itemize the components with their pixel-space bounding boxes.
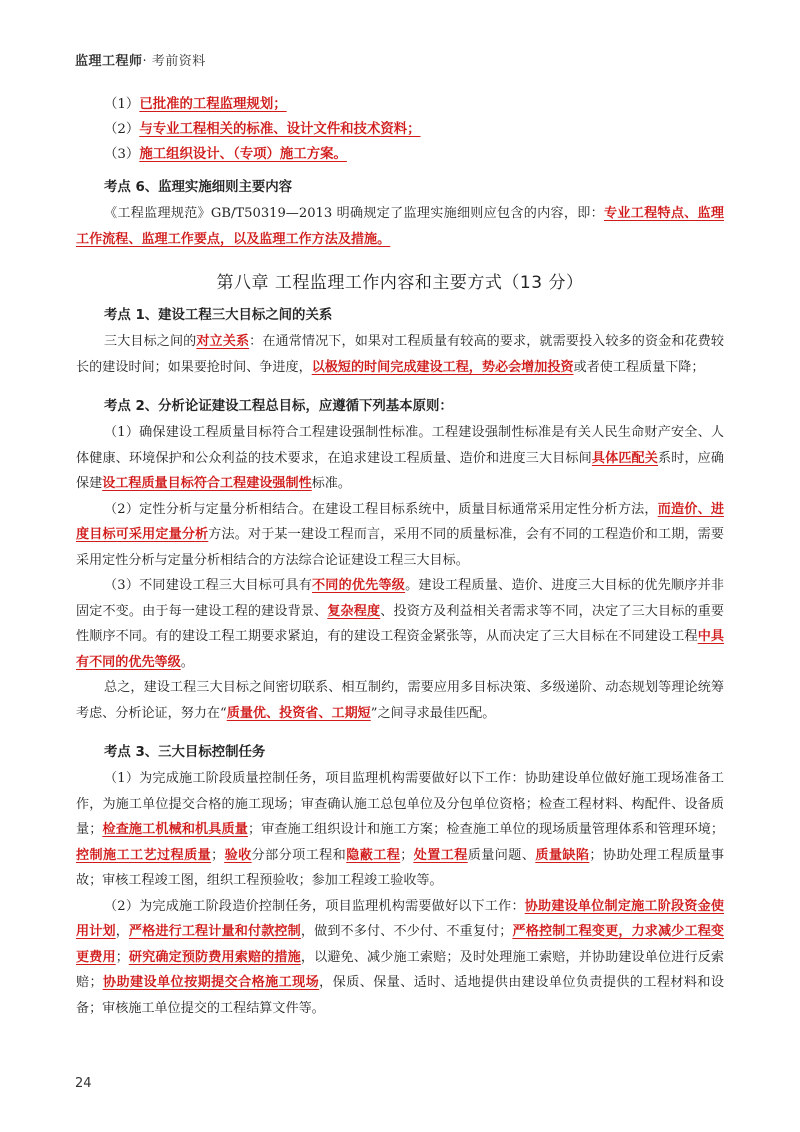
text: ，做到不多付、不少付、不重复付； bbox=[300, 924, 513, 939]
text: 总之，建设工程三大目标之间密切联系、相互制约，需要应用多目标决策、多级递阶、动态规划等理论统筹考虑、分析论证，努力在“ bbox=[76, 680, 724, 721]
text: 《工程监理规范》GB/T50319—2013 明确规定了监理实施细则应包含的内容，即： bbox=[104, 206, 604, 221]
paragraph bbox=[76, 573, 724, 675]
paragraph bbox=[76, 766, 724, 894]
highlighted-text: 检查施工机械和机具质量 bbox=[102, 822, 248, 837]
highlighted-text: 协助建设单位制定施工阶段资金使用计划 bbox=[76, 898, 724, 939]
highlighted-text: 质量缺陷 bbox=[535, 847, 590, 863]
highlighted-text: 具体匹配关 bbox=[591, 450, 658, 466]
highlighted-text: 已批准的工程监理规划； bbox=[139, 96, 287, 112]
highlighted-text: 以极短的时间完成建设工程，势必会增加投资 bbox=[311, 359, 574, 375]
highlighted-text: 与专业工程相关的标准、设计文件和技术资料； bbox=[139, 121, 421, 137]
text: 三大目标之间的 bbox=[104, 334, 197, 349]
paragraph bbox=[76, 420, 724, 497]
paragraph bbox=[76, 675, 724, 726]
text: 标准。 bbox=[311, 476, 351, 491]
text: 系时，应确保建 bbox=[76, 450, 725, 491]
list-item bbox=[104, 117, 724, 142]
text: 质量问题、 bbox=[467, 847, 536, 863]
page-header bbox=[75, 50, 206, 69]
highlighted-text: 施工组织设计、（专项）施工方案。 bbox=[139, 146, 347, 162]
highlighted-text: 严格控制工程变更，力求减少工程变更费用 bbox=[76, 924, 725, 965]
text: ；协助处理工程质量事故；审核工程竣工图，组织工程预验收；参加工程竣工验收等。 bbox=[76, 847, 725, 888]
highlighted-text: 专业工程特点、监理工作流程、监理工作要点，以及监理工作方法及措施。 bbox=[76, 206, 725, 247]
highlighted-text: 质量优、投资省、工期短 bbox=[226, 705, 371, 721]
page-content bbox=[76, 92, 724, 1021]
highlighted-text: 隐蔽工程 bbox=[346, 847, 401, 863]
highlighted-text: 中具有不同的优先等级 bbox=[76, 629, 725, 670]
highlighted-text: 协助建设单位按期提交合格施工现场 bbox=[102, 975, 320, 990]
paragraph bbox=[76, 894, 724, 1022]
highlighted-text: 研究确定预防费用索赔的措施 bbox=[128, 949, 301, 965]
header-subtitle: · 考前资料 bbox=[142, 54, 206, 69]
text: ：在通常情况下，如果对工程质量有较高的要求，就需要投入较多的资金和花费较长的建设时间；如果要抢时间、争进度， bbox=[76, 334, 725, 375]
highlighted-text: 而造价、进度目标可采用定量分析 bbox=[76, 501, 724, 542]
page-number: 24 bbox=[75, 1076, 92, 1091]
section-heading-kp6: 考点 6、监理实施细则主要内容 bbox=[104, 180, 293, 195]
highlighted-text: 复杂程度 bbox=[327, 603, 381, 619]
highlighted-text: 不同的优先等级 bbox=[312, 578, 406, 593]
highlighted-text: 设工程质量目标符合工程建设强制性 bbox=[102, 476, 312, 491]
text: ”之间寻求最佳匹配。 bbox=[370, 705, 496, 721]
text: ； bbox=[400, 847, 414, 863]
highlighted-text: 验收 bbox=[224, 847, 252, 863]
text: （2）为完成施工阶段造价控制任务，项目监理机构需要做好以下工作： bbox=[104, 898, 525, 914]
header-title: 监理工程师 bbox=[75, 54, 143, 69]
highlighted-text: 严格进行工程计量和付款控制 bbox=[128, 924, 301, 939]
text: ；审查施工组织设计和施工方案；检查施工单位的现场质量管理体系和管理环境； bbox=[247, 822, 725, 837]
list-number: （3） bbox=[104, 147, 140, 162]
list-item bbox=[104, 92, 724, 117]
list-item bbox=[104, 142, 724, 167]
highlighted-text: 处置工程 bbox=[413, 847, 468, 863]
text: ，以避免、减少施工索赔；及时处理施工索赔，并协助建设单位进行反索赔； bbox=[76, 949, 725, 990]
section-heading-kp2: 考点 2、分析论证建设工程总目标，应遵循下列基本原则： bbox=[104, 399, 453, 414]
text: （1）确保建设工程质量目标符合工程建设强制性标准。工程建设强制性标准是有关人民生命财产安全、人体健康、环境保护和公众利益的技术要求，在追求建设工程质量、造价和进度三大目标间 bbox=[76, 425, 724, 466]
list-number: （1） bbox=[104, 97, 140, 112]
text: 分部分项工程和 bbox=[251, 847, 347, 863]
section-heading-kp1: 考点 1、建设工程三大目标之间的关系 bbox=[104, 308, 333, 323]
text: （2）定性分析与定量分析相结合。在建设工程目标系统中，质量目标通常采用定性分析方法， bbox=[104, 501, 658, 517]
text: （3）不同建设工程三大目标可具有 bbox=[104, 578, 312, 593]
text: 方法。对于某一建设工程而言，采用不同的质量标准，会有不同的工程造价和工期，需要采用定性分析与定量分析相结合的方法综合论证建设工程三大目标。 bbox=[76, 527, 725, 568]
list-number: （2） bbox=[104, 122, 140, 137]
text: ， bbox=[115, 924, 129, 939]
text: ，保质、保量、适时、适地提供由建设单位负责提供的工程材料和设备；审核施工单位提交的工程结算文件等。 bbox=[76, 975, 725, 1016]
text: 或者使工程质量下降； bbox=[573, 359, 705, 375]
text: 。建设工程质量、造价、进度三大目标的优先顺序并非固定不变。由于每一建设工程的建设背景、 bbox=[76, 578, 724, 619]
text: 。 bbox=[180, 654, 194, 670]
text: （1）为完成施工阶段质量控制任务，项目监理机构需要做好以下工作：协助建设单位做好施工现场准备工作，为施工单位提交合格的施工现场；审查确认施工总包单位及分包单位资格；检查工程材料、构配件、设备质量； bbox=[76, 771, 724, 837]
paragraph bbox=[76, 329, 724, 380]
text: ； bbox=[211, 847, 225, 863]
text: ； bbox=[115, 949, 129, 965]
highlighted-text: 对立关系 bbox=[196, 334, 250, 349]
highlighted-text: 控制施工工艺过程质量 bbox=[76, 847, 212, 863]
chapter-title: 第八章 工程监理工作内容和主要方式（13 分） bbox=[216, 273, 584, 293]
section-heading-kp3: 考点 3、三大目标控制任务 bbox=[104, 745, 266, 760]
text: 、投资方及利益相关者需求等不同，决定了三大目标的重要性顺序不同。有的建设工程工期要求紧迫，有的建设工程资金紧张等，从而决定了三大目标在不同建设工程 bbox=[76, 603, 725, 644]
paragraph bbox=[76, 497, 724, 574]
paragraph bbox=[76, 201, 724, 252]
